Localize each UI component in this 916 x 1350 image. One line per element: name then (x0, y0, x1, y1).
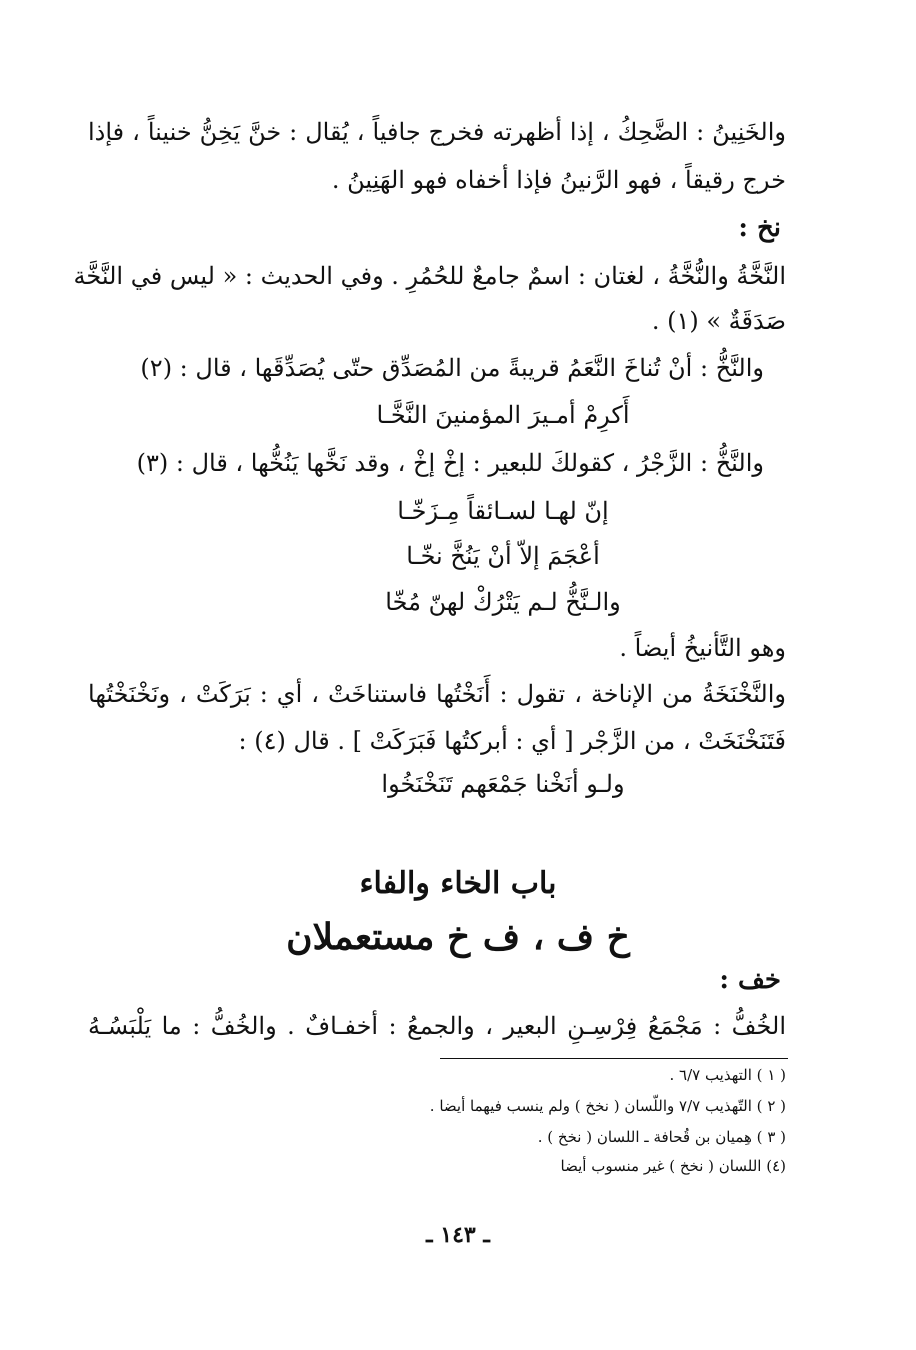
text-line: والنَّخُّ : أنْ تُناخَ النَّعَمُ قريبةً من المُصَدِّق حتّى يُصَدِّقَها ، قال : (٢) (140, 354, 764, 382)
text-line: الخُفُّ : مَجْمَعُ فِرْسِـنِ البعير ، والجمعُ : أخفـافٌ . والخُفُّ : ما يَلْبَسُـهُ (88, 1012, 786, 1040)
page-number: ـ ١٤٣ ـ (426, 1222, 490, 1248)
root-heading: خف : (719, 965, 781, 995)
verse-line: إنّ لهـا لسـائقاً مِـزَخّـا (397, 497, 609, 525)
text-line: والنَّخْنَخَةُ من الإناخة ، تقول : أَنَخْتُها فاستناخَتْ ، أي : بَرَكَتْ ، ونَخْنَخْتُها (88, 680, 786, 708)
footnote: (٤) اللسان ( نخخ ) غير منسوب أيضا (560, 1157, 786, 1175)
section-subtitle: خ ف ، ف خ مستعملان (286, 916, 630, 958)
root-heading: نخ : (738, 213, 781, 243)
text-line: والنَّخُّ : الزَّجْرُ ، كقولكَ للبعير : إخْ إخْ ، وقد نَخَّها يَنُخُّها ، قال : (٣) (136, 449, 764, 477)
footnote-divider (440, 1058, 788, 1059)
text-line: والخَنِينُ : الضَّحِكُ ، إذا أظهرته فخرج جافياً ، يُقال : خنَّ يَخِنُّ خنيناً ، فإذا (88, 118, 786, 146)
verse-line: ولـو أنَخْنا جَمْعَهم تَنَخْنَخُوا (381, 770, 625, 798)
text-line: وهو التَّأنيخُ أيضاً . (619, 634, 786, 662)
text-line: خرج رقيقاً ، فهو الرَّنينُ فإذا أخفاه فهو الهَنِينُ . (331, 166, 786, 194)
verse-line: أَكرِمْ أمـيرَ المؤمنينَ النَّخَّـا (376, 401, 630, 429)
section-title: باب الخاء والفاء (359, 866, 557, 901)
verse-line: والـنَّخُّ لـم يَتْرُكْ لهنّ مُخّا (385, 588, 621, 616)
footnote: ( ١ ) التهذيب ٦/٧ . (669, 1066, 786, 1084)
text-line: فَتَنَخْنَخَتْ ، من الزَّجْر [ أي : أبركتُها فَبَرَكَتْ ] . قال (٤) : (238, 727, 786, 755)
verse-line: أعْجَمَ إلاّ أنْ يَنُخَّ نخّـا (406, 542, 600, 570)
footnote: ( ٢ ) التّهذيب ٧/٧ واللّسان ( نخخ ) ولم ينسب فيهما أيضا . (429, 1097, 786, 1115)
text-line: صَدَقَةٌ » (١) . (651, 307, 786, 335)
text-line: النَّخَّةُ والنُّخَّةُ ، لغتان : اسمٌ جامعٌ للحُمُرِ . وفي الحديث : « ليس في النَّخَّة (73, 262, 786, 290)
footnote: ( ٣ ) هِميان بن قُحافة ـ اللسان ( نخخ ) . (537, 1128, 786, 1146)
